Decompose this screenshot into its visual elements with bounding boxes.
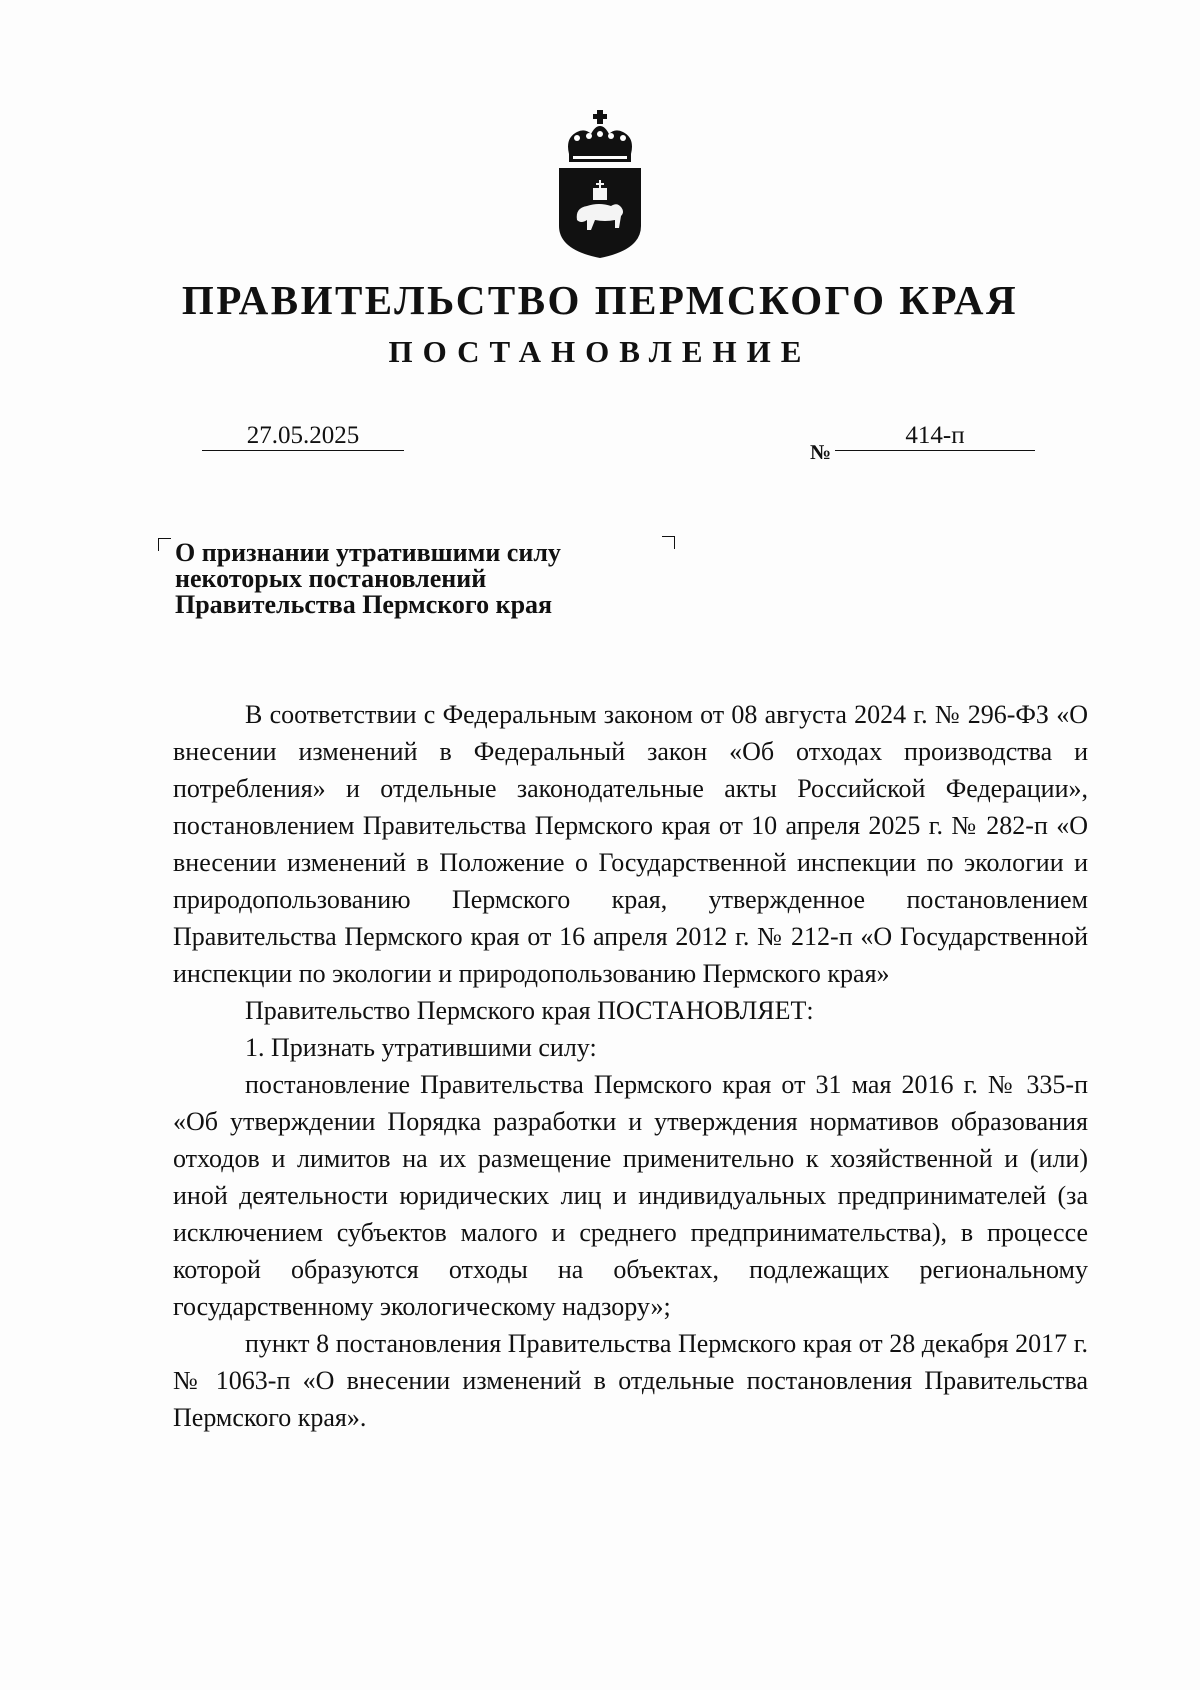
number-label: № xyxy=(810,440,832,464)
item-1-heading: 1. Признать утратившими силу: xyxy=(245,1033,597,1062)
subject-corner-left xyxy=(158,538,171,551)
document-number: 414-п xyxy=(905,422,965,449)
preamble-paragraph: В соответствии с Федеральным законом от 08 августа 2024 г. № 296-ФЗ «О внесении изменений в Федеральный закон «Об отходах производства и потребления» и отдельные законодательные акты Российской Федерации», постановлением Правительства Пермского края от 10 апреля 2025 г. № 282-п «О внесении изменений в Положение о Государственной инспекции по экологии и природопользованию Пермского края, утвержденное постановлением Правительства Пермского края от 16 апреля 2012 г. № 212-п «О Государственной инспекции по экологии и природопользованию Пермского края» xyxy=(173,700,1088,988)
subject-corner-right xyxy=(662,536,675,549)
document-date: 27.05.2025 xyxy=(246,422,360,449)
subject-line: Правительства Пермского края xyxy=(175,590,553,619)
document-type: ПОСТАНОВЛЕНИЕ xyxy=(388,334,812,369)
date-field xyxy=(202,422,404,451)
number-underline xyxy=(835,450,1035,451)
date-underline xyxy=(202,450,404,451)
subject-line: О признании утратившими силу xyxy=(175,538,561,567)
document-subject xyxy=(175,540,655,618)
perm-krai-coat-of-arms-icon xyxy=(555,108,645,260)
document-body xyxy=(173,696,1088,1436)
item-1-bullet: пункт 8 постановления Правительства Пермского края от 28 декабря 2017 г. № 1063-п «О внесении изменений в отдельные постановления Правительства Пермского края». xyxy=(173,1329,1088,1432)
subject-line: некоторых постановлений xyxy=(175,564,487,593)
resolves-paragraph: Правительство Пермского края ПОСТАНОВЛЯЕТ: xyxy=(245,996,814,1025)
government-title: ПРАВИТЕЛЬСТВО ПЕРМСКОГО КРАЯ xyxy=(181,277,1019,323)
number-field xyxy=(835,422,1035,451)
item-1-bullet: постановление Правительства Пермского края от 31 мая 2016 г. № 335-п «Об утверждении Порядка разработки и утверждения нормативов образования отходов и лимитов на их размещение применительно к хозяйственной и (или) иной деятельности юридических лиц и индивидуальных предпринимателей (за исключением субъектов малого и среднего предпринимательства), в процессе которой образуются отходы на объектах, подлежащих региональному государственному экологическому надзору»; xyxy=(173,1070,1088,1321)
